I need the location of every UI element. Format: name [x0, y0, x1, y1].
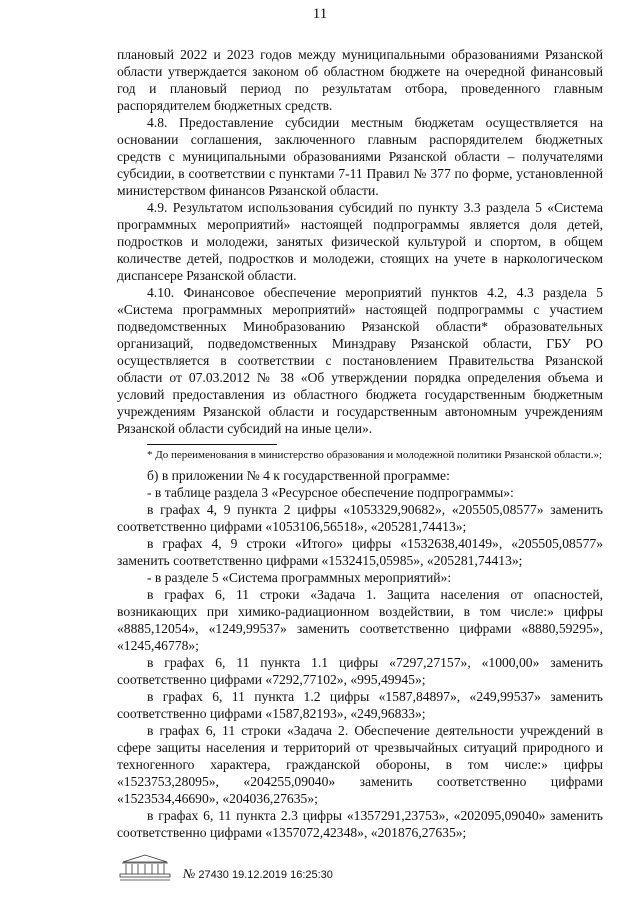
item-task-1: в графах 6, 11 строки «Задача 1. Защита населения от опасностей, возникающих при химико-радиационном воздействии, в том числе:» цифры «8885,12054», «1249,99537» заменить соответственно цифрами «8880,59295», «1245,46778»; [117, 587, 603, 653]
page-footer [117, 848, 603, 888]
number-sign: № [183, 866, 196, 881]
item-appendix-4: б) в приложении № 4 к государственной программе: [147, 468, 450, 483]
item-point-2-3: в графах 6, 11 пункта 2.3 цифры «1357291,23753», «202095,09040» заменить соответственно цифрами «1357072,42348», «201876,27635»; [117, 808, 603, 840]
paragraph-4-8: 4.8. Предоставление субсидии местным бюджетам осуществляется на основании соглашения, заключенного главным распорядителем бюджетных средств с муниципальными образованиями Рязанской области – получателями субсидии, в соответствии с пунктами 7-11 Правил № 377 по форме, установленной министерством финансов Рязанской области. [117, 115, 603, 198]
item-columns-point-2: в графах 4, 9 пункта 2 цифры «1053329,90682», «205505,08577» заменить соответственно цифрами «1053106,56518», «205281,74413»; [117, 502, 603, 534]
page-number: 11 [312, 6, 328, 22]
footnote: * До переименования в министерство образования и молодежной политики Рязанской области.»; [147, 449, 603, 461]
item-task-2: в графах 6, 11 строки «Задача 2. Обеспечение деятельности учреждений в сфере защиты населения и территорий от чрезвычайных ситуаций природного и техногенного характера, гражданской обороны, в том числе:» цифры «1523753,28095», «204255,09040» заменить соответственно цифрами «1523534,46690», «204036,27635»; [117, 723, 603, 806]
paragraph-continuation: плановый 2022 и 2023 годов между муниципальными образованиями Рязанской области утверждается законом об областном бюджете на очередной финансовый год и плановый период по результатам отбора, проведенного главным распорядителем бюджетных средств. [117, 47, 603, 113]
item-columns-total: в графах 4, 9 строки «Итого» цифры «1532638,40149», «205505,08577» заменить соответственно цифрами «1532415,05985», «205281,74413»; [117, 536, 603, 568]
item-point-1-2: в графах 6, 11 пункта 1.2 цифры «1587,84897», «249,99537» заменить соответственно цифрами «1587,82193», «249,96833»; [117, 689, 603, 721]
paragraph-4-9: 4.9. Результатом использования субсидий по пункту 3.3 раздела 5 «Система программных мероприятий» настоящей подпрограммы является доля детей, подростков и молодежи, занятых физической культурой и спортом, в общем количестве детей, подростков и молодежи, стоящих на учете в наркологическом диспансере Рязанской области. [117, 200, 603, 283]
document-body [117, 46, 603, 841]
document-registration [183, 866, 333, 882]
footnote-divider [147, 444, 277, 445]
item-section-5: - в разделе 5 «Система программных мероприятий»: [147, 570, 452, 585]
paragraph-4-10: 4.10. Финансовое обеспечение мероприятий пунктов 4.2, 4.3 раздела 5 «Система программных мероприятий» настоящей подпрограммы с участием подведомственных Минобразованию Рязанской области* образовательных организаций, подведомственных Минздраву Рязанской области, ГБУ РО осуществляется в соответствии с постановлением Правительства Рязанской области от 07.03.2012 № 38 «Об утверждении порядка определения объема и условий предоставления из областного бюджета государственным бюджетным учреждениям Рязанской области и государственным автономным учреждениям Рязанской области субсидий на иные цели». [117, 285, 603, 436]
document-id-timestamp: 27430 19.12.2019 16:25:30 [198, 869, 333, 881]
item-table-section-3: - в таблице раздела 3 «Ресурсное обеспечение подпрограммы»: [147, 485, 514, 500]
government-building-stamp-icon [117, 852, 173, 882]
item-point-1-1: в графах 6, 11 пункта 1.1 цифры «7297,27157», «1000,00» заменить соответственно цифрами «7292,77102», «995,49945»; [117, 655, 603, 687]
